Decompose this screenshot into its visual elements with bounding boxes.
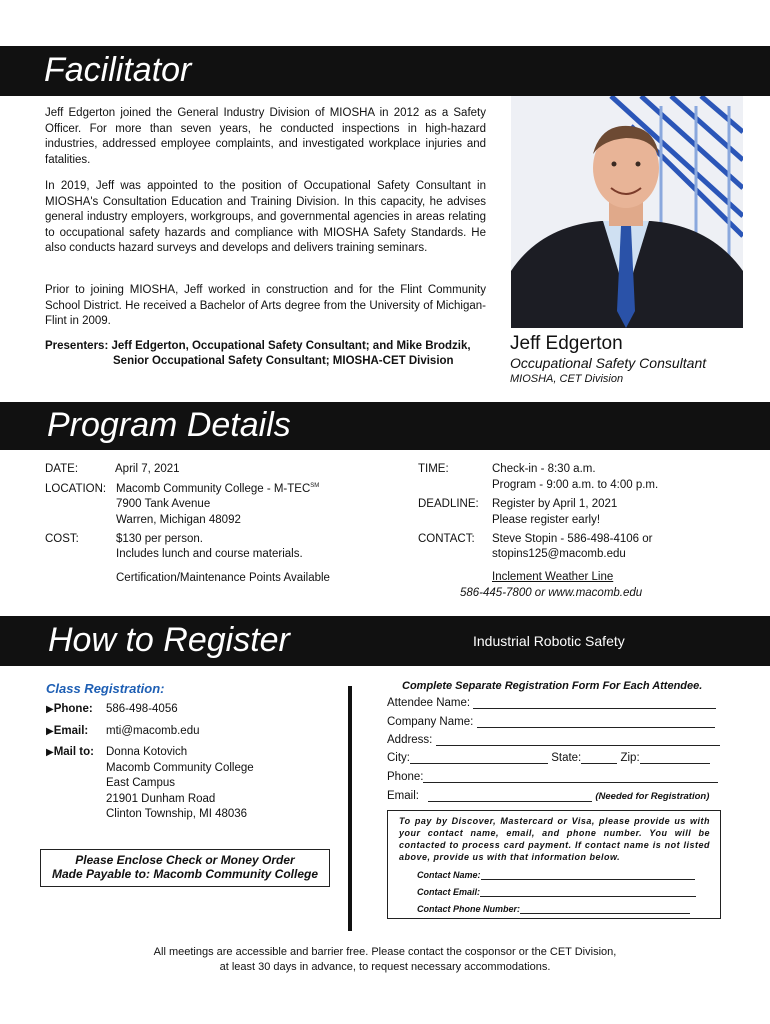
cost-label: COST: — [45, 533, 79, 545]
contact-line-1: Steve Stopin - 586-498-4106 or — [492, 533, 653, 545]
zip-label: Zip: — [620, 752, 640, 764]
email-row — [46, 725, 88, 737]
company-name-label: Company Name: — [387, 716, 474, 728]
company-name-field[interactable] — [477, 716, 715, 728]
check-payable-box — [40, 849, 330, 887]
class-registration-heading: Class Registration: — [46, 681, 165, 696]
certification-text: Certification/Maintenance Points Available — [116, 572, 330, 584]
state-label: State: — [551, 752, 582, 764]
arrow-right-icon: ▶ — [46, 704, 54, 715]
email-field[interactable] — [428, 790, 592, 802]
deadline-label: DEADLINE: — [418, 498, 479, 510]
deadline-line-2: Please register early! — [492, 514, 601, 526]
mail-line-2: Macomb Community College — [106, 762, 254, 774]
location-line-3: Warren, Michigan 48092 — [116, 514, 241, 526]
mail-label: Mail to: — [53, 746, 94, 758]
needed-note: (Needed for Registration) — [595, 791, 710, 802]
form-title: Complete Separate Registration Form For Each Attendee. — [402, 680, 703, 692]
facilitator-title: Occupational Safety Consultant — [510, 355, 707, 371]
facilitator-org: MIOSHA, CET Division — [510, 373, 624, 385]
weather-line-title: Inclement Weather Line — [492, 571, 614, 583]
facilitator-name: Jeff Edgerton — [510, 333, 623, 354]
address-field[interactable] — [436, 734, 720, 746]
check-line-2: Made Payable to: Macomb Community College — [51, 867, 319, 881]
facilitator-band — [0, 46, 770, 96]
register-band — [0, 616, 770, 666]
location-superscript: SM — [310, 483, 320, 490]
state-field[interactable] — [581, 752, 617, 764]
phone-field[interactable] — [423, 771, 718, 783]
cost-line-1: $130 per person. — [116, 533, 203, 545]
contact-email-row — [417, 886, 696, 897]
location-label: LOCATION: — [45, 483, 107, 495]
time-line-2: Program - 9:00 a.m. to 4:00 p.m. — [492, 479, 659, 491]
footer-line-2: at least 30 days in advance, to request necessary accommodations. — [219, 961, 551, 973]
contact-phone-row — [417, 903, 690, 914]
phone-field-row — [387, 771, 718, 783]
mail-line-5: Clinton Township, MI 48036 — [106, 808, 248, 820]
arrow-right-icon: ▶ — [46, 747, 54, 758]
portrait-image — [511, 96, 743, 328]
contact-phone-field[interactable] — [520, 903, 690, 914]
program-band — [0, 402, 770, 450]
program-heading: Program Details — [47, 406, 291, 444]
mail-line-1: Donna Kotovich — [106, 746, 188, 758]
date-value: April 7, 2021 — [115, 463, 180, 475]
attendee-name-row — [387, 697, 716, 709]
location-line-1 — [116, 483, 319, 495]
company-name-row — [387, 716, 715, 728]
contact-label: CONTACT: — [418, 533, 475, 545]
presenters-line-2: Senior Occupational Safety Consultant; MIOSHA-CET Division — [113, 355, 454, 367]
arrow-right-icon: ▶ — [46, 726, 54, 737]
facilitator-bio-3: Prior to joining MIOSHA, Jeff worked in construction and for the Flint Community School District. He received a Bachelor of Arts degree from the University of Michigan-Flint in 2009. — [45, 284, 486, 327]
zip-field[interactable] — [640, 752, 710, 764]
date-label: DATE: — [45, 463, 79, 475]
phone-field-label: Phone: — [387, 771, 424, 783]
mail-line-3: East Campus — [106, 777, 176, 789]
mail-row — [46, 746, 94, 758]
phone-value: 586-498-4056 — [106, 703, 178, 715]
city-label: City: — [387, 752, 410, 764]
facilitator-heading: Facilitator — [44, 51, 192, 89]
phone-label: Phone: — [53, 703, 93, 715]
weather-line-info[interactable]: 586-445-7800 or www.macomb.edu — [460, 587, 643, 599]
attendee-name-label: Attendee Name: — [387, 697, 471, 709]
attendee-name-field[interactable] — [473, 697, 716, 709]
deadline-line-1: Register by April 1, 2021 — [492, 498, 618, 510]
time-label: TIME: — [418, 463, 449, 475]
check-line-1: Please Enclose Check or Money Order — [75, 853, 295, 867]
email-field-row — [387, 790, 709, 802]
city-field[interactable] — [410, 752, 548, 764]
contact-name-field[interactable] — [481, 869, 695, 880]
register-heading: How to Register — [48, 621, 290, 659]
contact-phone-label: Contact Phone Number: — [417, 904, 521, 914]
contact-email-link[interactable]: stopins125@macomb.edu — [492, 548, 626, 560]
contact-email-label: Contact Email: — [417, 887, 481, 897]
vertical-divider — [348, 686, 352, 931]
time-line-1: Check-in - 8:30 a.m. — [492, 463, 596, 475]
cost-line-2: Includes lunch and course materials. — [116, 548, 303, 560]
contact-email-field[interactable] — [480, 886, 696, 897]
course-name: Industrial Robotic Safety — [473, 633, 625, 649]
facilitator-bio-1: Jeff Edgerton joined the General Industry Division of MIOSHA in 2012 as a Safety Officer. For more than seven years, he conducted inspections in high-hazard industries, addressed employee complaints, and investigated workplace injuries and fatalities. — [45, 107, 486, 166]
email-label: Email: — [53, 725, 89, 737]
location-line-2: 7900 Tank Avenue — [116, 498, 211, 510]
phone-row — [46, 703, 93, 715]
address-label: Address: — [387, 734, 433, 746]
email-field-label: Email: — [387, 790, 419, 802]
facilitator-photo — [511, 96, 743, 328]
presenters-line-1: Presenters: Jeff Edgerton, Occupational Safety Consultant; and Mike Brodzik, — [45, 340, 471, 352]
card-payment-box — [387, 810, 721, 919]
city-state-zip-row — [387, 752, 710, 764]
email-value[interactable]: mti@macomb.edu — [106, 725, 200, 737]
location-venue: Macomb Community College - M-TEC — [116, 483, 311, 495]
address-row — [387, 734, 720, 746]
card-payment-text: To pay by Discover, Mastercard or Visa, please provide us with your contact name, email, and phone number. You will be contacted to process card payment. If contact name is not listed above, provide us with that information below. — [399, 816, 710, 862]
facilitator-bio-2: In 2019, Jeff was appointed to the position of Occupational Safety Consultant in MIOSHA's Consultation Education and Training Division. In this capacity, he advises general industry employers, workgroups, and governmental agencies in areas relating to occupational safety hazards and compliance with MIOSHA Safety Standards. He also conducts hazard surveys and develops and delivers training seminars. — [45, 180, 486, 254]
contact-name-row — [417, 869, 695, 880]
footer-line-1: All meetings are accessible and barrier free. Please contact the cosponsor or the CET Division, — [153, 946, 617, 958]
contact-name-label: Contact Name: — [417, 870, 481, 880]
mail-line-4: 21901 Dunham Road — [106, 793, 216, 805]
